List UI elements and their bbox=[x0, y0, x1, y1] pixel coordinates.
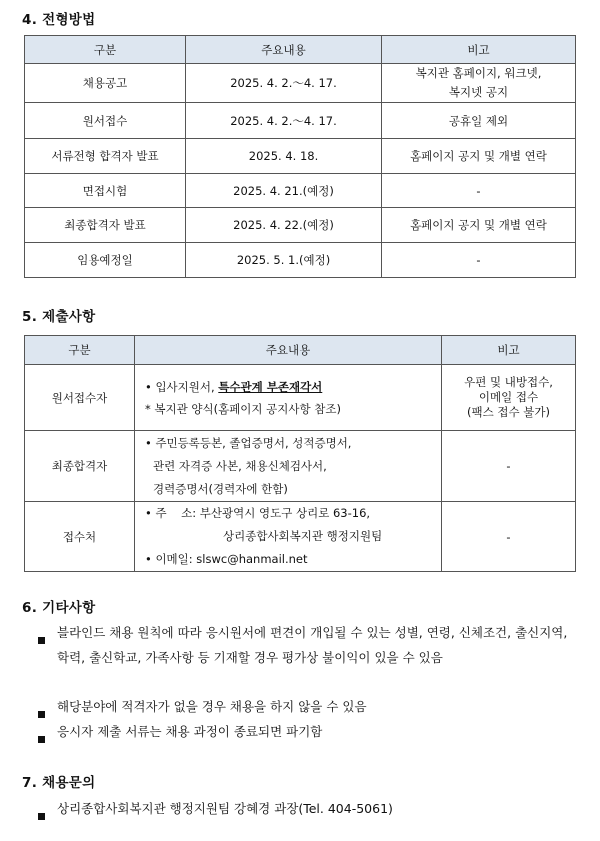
list-item-text: 해당분야에 적격자가 없을 경우 채용을 하지 않을 수 있음 bbox=[57, 699, 367, 714]
section-6-title: 6. 기타사항 bbox=[22, 600, 96, 616]
content-line: 상리종합사회복지관 행정지원팀 bbox=[223, 529, 383, 543]
section-4-title: 4. 전형방법 bbox=[22, 12, 96, 28]
content-line: 경력증명서(경력자에 한함) bbox=[153, 481, 288, 496]
table-header-row bbox=[25, 336, 576, 365]
selection-schedule-table bbox=[24, 35, 576, 278]
table-row bbox=[25, 64, 576, 103]
table-row bbox=[25, 208, 576, 243]
content-text: • 입사지원서, bbox=[145, 379, 219, 394]
row-date: 2025. 5. 1.(예정) bbox=[186, 243, 382, 278]
row-category: 최종합격자 bbox=[25, 431, 135, 502]
row-category: 원서접수 bbox=[25, 103, 186, 139]
column-header: 구분 bbox=[25, 336, 135, 365]
table-row bbox=[25, 365, 576, 431]
row-note: - bbox=[442, 431, 576, 502]
row-note: 공휴일 제외 bbox=[382, 103, 576, 139]
column-header: 주요내용 bbox=[135, 336, 442, 365]
square-bullet-icon bbox=[38, 637, 45, 644]
row-date: 2025. 4. 21.(예정) bbox=[186, 174, 382, 208]
section-5-title: 5. 제출사항 bbox=[22, 309, 96, 325]
row-category: 채용공고 bbox=[25, 64, 186, 103]
column-header: 구분 bbox=[25, 36, 186, 64]
row-content bbox=[135, 431, 442, 502]
email-line: • 이메일: slswc@hanmail.net bbox=[145, 552, 308, 566]
list-item bbox=[38, 621, 578, 670]
square-bullet-icon bbox=[38, 711, 45, 718]
row-date: 2025. 4. 2.～4. 17. bbox=[186, 103, 382, 139]
row-note: - bbox=[382, 243, 576, 278]
emphasized-document: 특수관계 부존재각서 bbox=[218, 379, 323, 394]
section-7-title: 7. 채용문의 bbox=[22, 775, 96, 791]
content-line: • 주민등록등본, 졸업증명서, 성적증명서, bbox=[145, 435, 352, 450]
list-item bbox=[38, 695, 586, 720]
row-content bbox=[135, 365, 442, 431]
table-row bbox=[25, 243, 576, 278]
table-row bbox=[25, 139, 576, 174]
row-note: 홈페이지 공지 및 개별 연락 bbox=[382, 139, 576, 174]
content-line bbox=[145, 378, 437, 396]
row-note: 복지관 홈페이지, 워크넷, 복지넷 공지 bbox=[382, 64, 576, 103]
table-row bbox=[25, 174, 576, 208]
row-date: 2025. 4. 18. bbox=[186, 139, 382, 174]
contact-text: 상리종합사회복지관 행정지원팀 강혜경 과장(Tel. 404-5061) bbox=[57, 801, 393, 816]
list-item bbox=[38, 797, 586, 822]
row-date: 2025. 4. 22.(예정) bbox=[186, 208, 382, 243]
row-content bbox=[135, 502, 442, 572]
table-row bbox=[25, 502, 576, 572]
content-line: * 복지관 양식(홈페이지 공지사항 참조) bbox=[145, 401, 341, 416]
submission-table bbox=[24, 335, 576, 572]
row-note: 홈페이지 공지 및 개별 연락 bbox=[382, 208, 576, 243]
square-bullet-icon bbox=[38, 736, 45, 743]
row-category: 서류전형 합격자 발표 bbox=[25, 139, 186, 174]
column-header: 비고 bbox=[442, 336, 576, 365]
column-header: 비고 bbox=[382, 36, 576, 64]
row-category: 접수처 bbox=[25, 502, 135, 572]
row-date: 2025. 4. 2.～4. 17. bbox=[186, 64, 382, 103]
table-row bbox=[25, 431, 576, 502]
row-note: - bbox=[382, 174, 576, 208]
list-item bbox=[38, 720, 586, 745]
row-category: 임용예정일 bbox=[25, 243, 186, 278]
content-line: 관련 자격증 사본, 채용신체검사서, bbox=[153, 458, 327, 473]
square-bullet-icon bbox=[38, 813, 45, 820]
row-category: 면접시험 bbox=[25, 174, 186, 208]
list-item-text: 블라인드 채용 원칙에 따라 응시원서에 편견이 개입될 수 있는 성별, 연령, 신체조건, 출신지역, 학력, 출신학교, 가족사항 등 기재할 경우 평가상 불이익이 있을 수 있음 bbox=[57, 625, 568, 665]
row-note: 우편 및 내방접수, 이메일 접수 (팩스 접수 불가) bbox=[442, 365, 576, 431]
list-item-text: 응시자 제출 서류는 채용 과정이 종료되면 파기함 bbox=[57, 724, 323, 739]
table-row bbox=[25, 103, 576, 139]
row-category: 원서접수자 bbox=[25, 365, 135, 431]
table-header-row bbox=[25, 36, 576, 64]
column-header: 주요내용 bbox=[186, 36, 382, 64]
row-category: 최종합격자 발표 bbox=[25, 208, 186, 243]
row-note: - bbox=[442, 502, 576, 572]
content-line: • 주 소: 부산광역시 영도구 상리로 63-16, bbox=[145, 506, 371, 520]
